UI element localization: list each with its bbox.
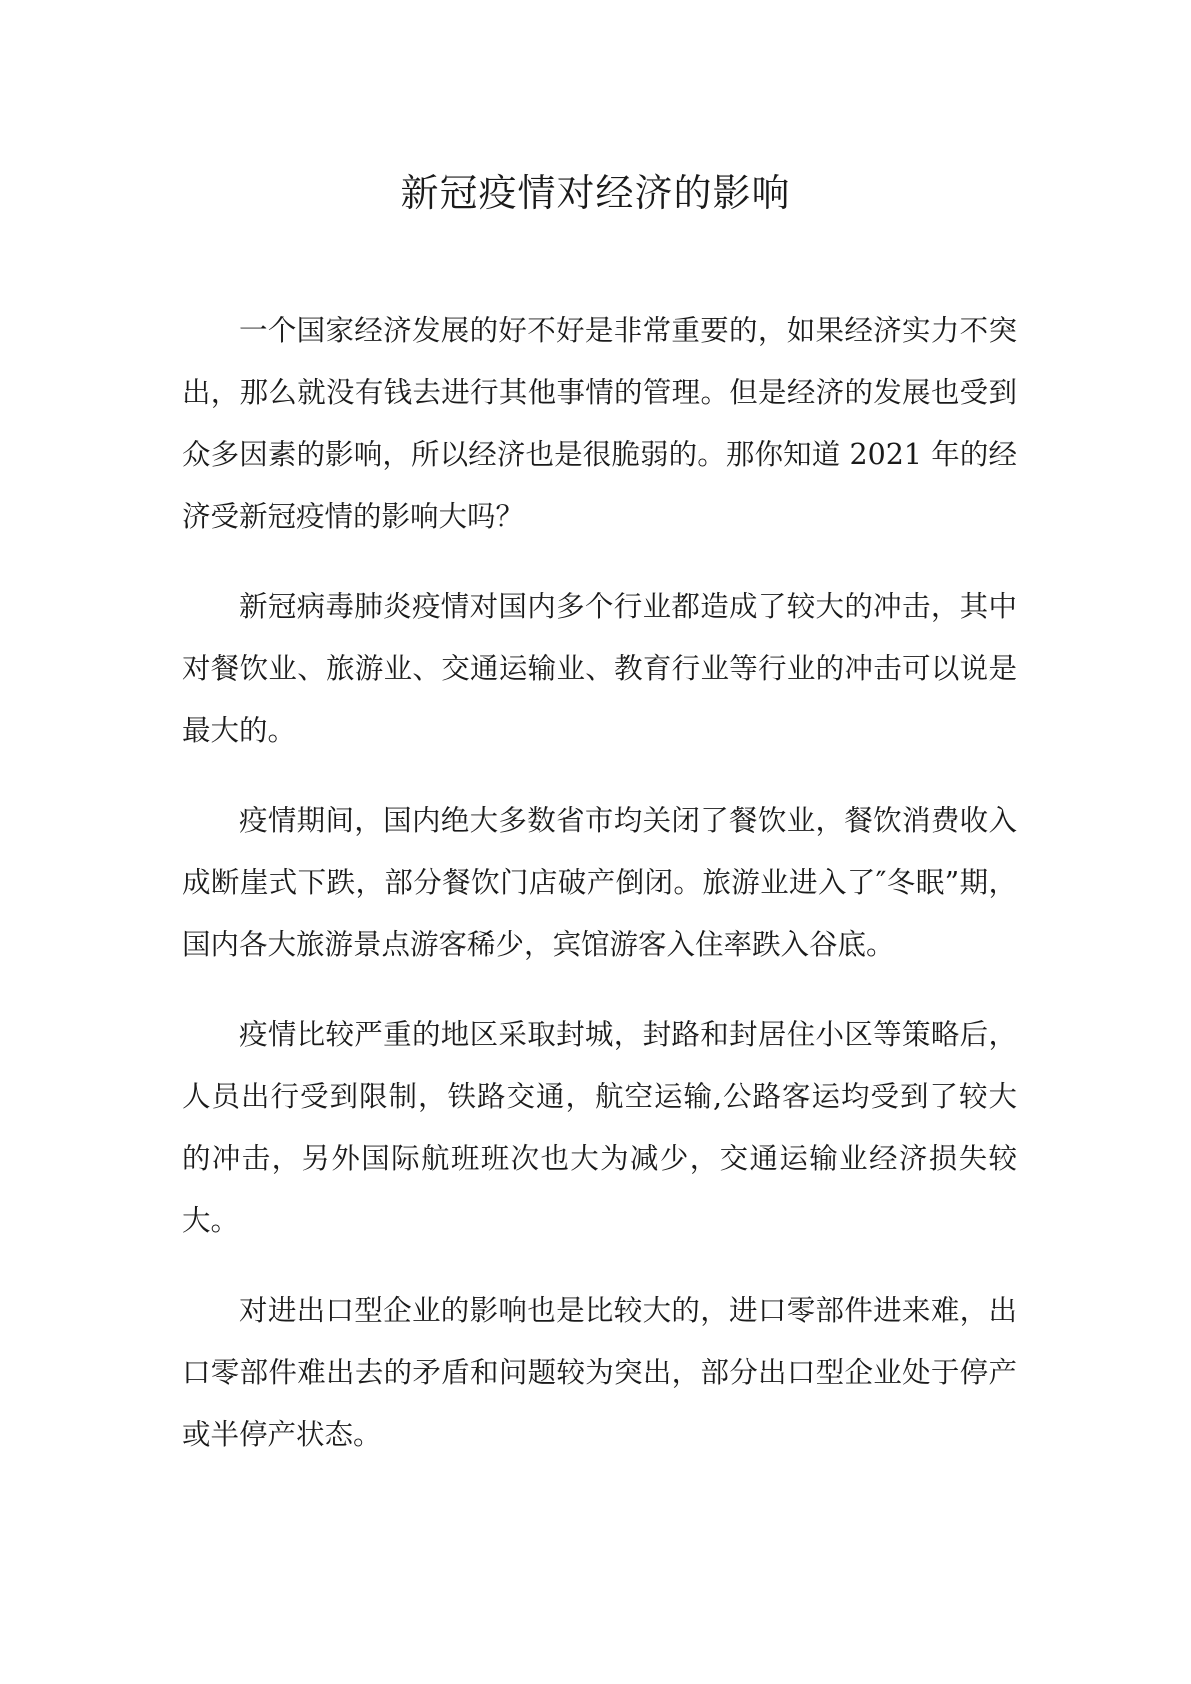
paragraph-transport: 疫情比较严重的地区采取封城，封路和封居住小区等策略后，人员出行受到限制，铁路交通，航空运输,公路客运均受到了较大的冲击，另外国际航班班次也大为减少，交通运输业经济损失较大。 [182,1018,1017,1237]
paragraph-catering-tourism: 疫情期间，国内绝大多数省市均关闭了餐饮业，餐饮消费收入成断崖式下跌，部分餐饮门店破产倒闭。旅游业进入了″冬眠”期，国内各大旅游景点游客稀少，宾馆游客入住率跌入谷底。 [182,804,1017,961]
paragraph-intro: 一个国家经济发展的好不好是非常重要的，如果经济实力不突出，那么就没有钱去进行其他事情的管理。但是经济的发展也受到众多因素的影响，所以经济也是很脆弱的。那你知道 2021 年的经济受新冠疫情的影响大吗？ [182,314,1017,533]
paragraph-import-export: 对进出口型企业的影响也是比较大的，进口零部件进来难，出口零部件难出去的矛盾和问题较为突出，部分出口型企业处于停产或半停产状态。 [182,1294,1017,1451]
paragraph-industries: 新冠病毒肺炎疫情对国内多个行业都造成了较大的冲击，其中对餐饮业、旅游业、交通运输业、教育行业等行业的冲击可以说是最大的。 [182,590,1017,747]
document-title: 新冠疫情对经济的影响 [400,171,791,215]
document-body [182,300,1017,1494]
